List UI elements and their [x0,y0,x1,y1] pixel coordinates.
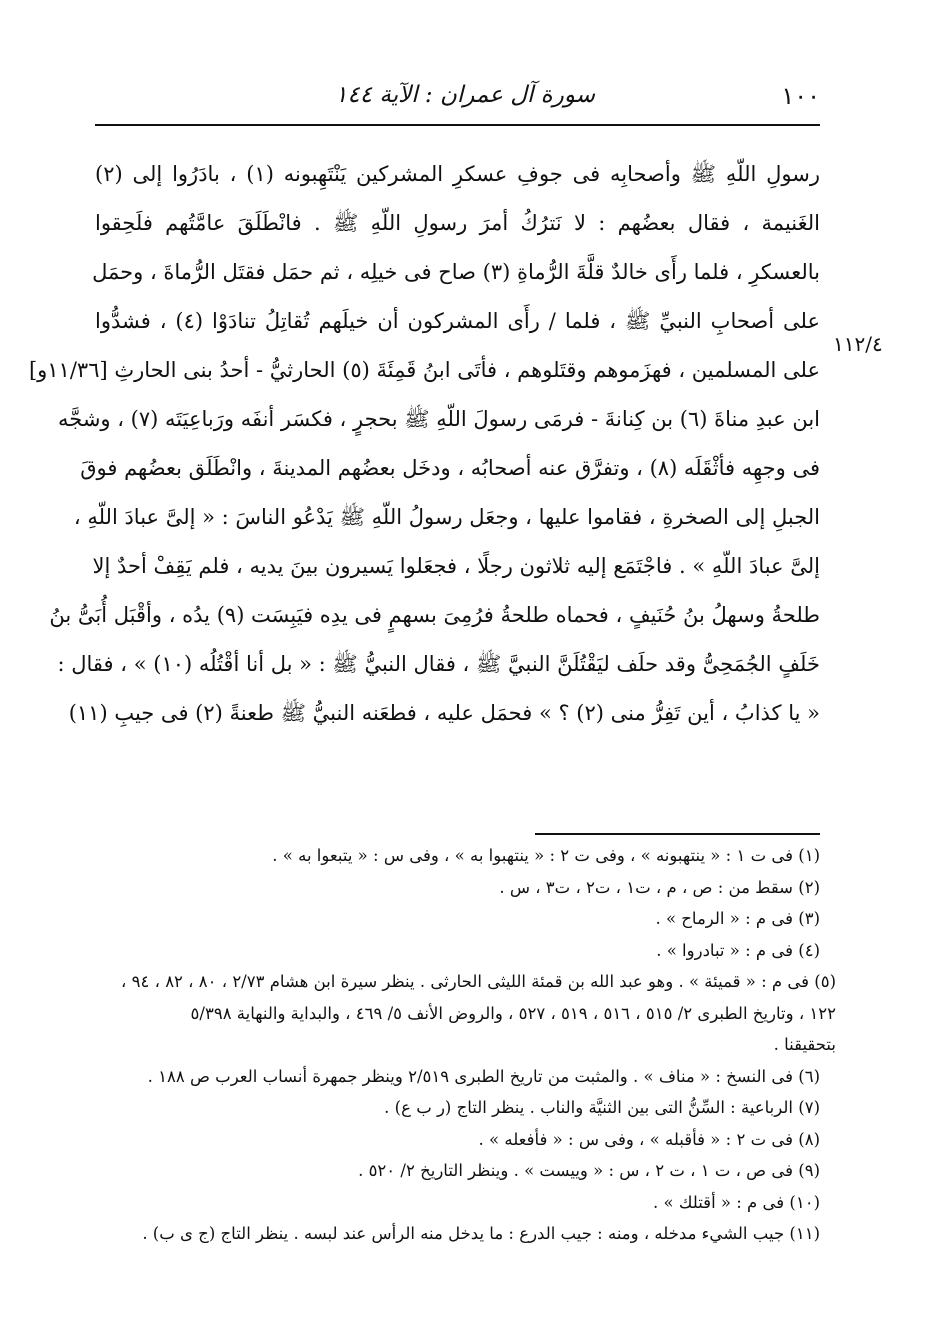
page-number: ١٠٠ [781,82,820,110]
footnote: (٨) فى ت ٢ : « فأقبله » ، وفى س : « فأفعله » . [478,1129,820,1149]
footnote-separator [535,833,820,835]
footnotes [95,840,836,1250]
footnote: (٩) فى ص ، ت ١ ، ت ٢ ، س : « وييست » . وينظر التاريخ ٢/ ٥٢٠ . [358,1161,820,1180]
running-title: سورة آل عمران : الآية ١٤٤ [334,82,595,108]
footnote: (١٠) فى م : « أقتلك » . [653,1192,820,1212]
text-line: الجبلِ إلى الصخرةِ ، فقاموا عليها ، وجعَل رسولُ اللّهِ ﷺ يَدْعُو الناسَ : « إلىَّ عبادَ اللّهِ ، [73,505,820,529]
text-line: الغَنيمة ، فقال بعضُهم : لا نَترُكُ أمرَ رسولِ اللّهِ ﷺ . فانْطَلَقَ عامَّتُهم فلَحِقوا [95,211,820,235]
text-line: فى وجهِه فأثْقَلَه (٨) ، وتفرَّق عنه أصحابُه ، ودخَل بعضُهم المدينةَ ، وانْطَلَق بعضُهم فوقَ [80,456,820,480]
main-text [28,150,821,738]
footnote: (٤) فى م : « تبادروا » . [656,940,820,960]
text-line: « يا كذابُ ، أين تَفِرُّ منى (٢) ؟ » فحمَل عليه ، فطعَنه النبيُّ ﷺ طعنةً (٢) فى جيبِ (١١) [68,701,820,725]
page-header [95,78,820,118]
text-line: على المسلمين ، فهزَموهم وقتَلوهم ، فأتَى ابنُ قَمِئَةَ (٥) الحارثيُّ - أحدُ بنى الحارثِ [١١/٣٦و] [28,358,820,382]
text-line: ابن عبدِ مناةَ (٦) بن كِنانةَ - فرمَى رسولَ اللّهِ ﷺ بحجرٍ ، فكسَر أنفَه ورَباعِيَتَه (٧) ، وشجَّه [58,407,820,431]
footnote: (٦) فى النسخ : « مناف » . والمثبت من تاريخ الطبرى ٢/٥١٩ وينظر جمهرة أنساب العرب ص ١٨٨ . [147,1066,820,1086]
text-line: رسولِ اللّهِ ﷺ وأصحابِه فى جوفِ عسكرِ المشركين يَنْتَهِبونه (١) ، بادَرُوا إلى (٢) [95,162,820,186]
footnote: (٥) فى م : « قميئة » . وهو عبد الله بن قمئة الليثى الحارثى . ينظر سيرة ابن هشام ٢/٧٣ ، ٨٠ ، ٨٢ ، ٩٤ ، [121,972,836,991]
footnote-continuation: بتحقيقنا . [773,1035,836,1054]
footnote: (٧) الرباعية : السِّنُّ التى بين الثنيَّة والناب . ينظر التاج (ر ب ع) . [384,1098,820,1117]
header-rule [95,124,820,126]
footnote: (١) فى ت ١ : « ينتهبونه » ، وفى ت ٢ : « ينتهبوا به » ، وفى س : « يتبعوا به » . [272,846,820,865]
text-line: خَلَفٍ الجُمَحِىُّ وقد حلَف ليَقْتُلَنَّ النبيَّ ﷺ ، فقال النبيُّ ﷺ : « بل أنا أقْتُلُه (١٠) » ، فقال : [57,652,820,676]
footnote-continuation: ١٢٢ ، وتاريخ الطبرى ٢/ ٥١٥ ، ٥١٦ ، ٥١٩ ، ٥٢٧ ، والروض الأنف ٥/ ٤٦٩ ، والبداية والنهاية ٥/٣٩٨ [190,1003,836,1023]
text-line: إلىَّ عبادَ اللّهِ » . فاجْتَمَع إليه ثلاثون رجلًا ، فجعَلوا يَسيرون بينَ يديه ، فلم يَقِفْ أحدٌ إلا [92,554,820,578]
footnote: (١١) جيب الشيء مدخله ، ومنه : جيب الدرع : ما يدخل منه الرأس عند لبسه . ينظر التاج (ج ى ب) . [142,1224,820,1243]
text-line: على أصحابِ النبيِّ ﷺ ، فلما / رأَى المشركون أن خيلَهم تُقاتِلُ تنادَوْا (٤) ، فشدُّوا [95,309,821,333]
text-line: طلحةُ وسهلُ بنُ حُنَيفٍ ، فحماه طلحةُ فرُمِىَ بسهمٍ فى يدِه فيَبِسَت (٩) يدُه ، وأقْبَل أُبَىُّ بنُ [49,603,820,627]
margin-reference: ١١٢/٤ [833,332,883,356]
text-line: بالعسكرِ ، فلما رأَى خالدٌ قلَّةَ الرُّماةِ (٣) صاح فى خيلِه ، ثم حمَل فقتَل الرُّماةَ ، وحمَل [92,260,820,284]
footnote: (٣) فى م : « الرماح » . [655,909,820,928]
footnote: (٢) سقط من : ص ، م ، ت١ ، ت٢ ، ت٣ ، س . [499,877,820,897]
